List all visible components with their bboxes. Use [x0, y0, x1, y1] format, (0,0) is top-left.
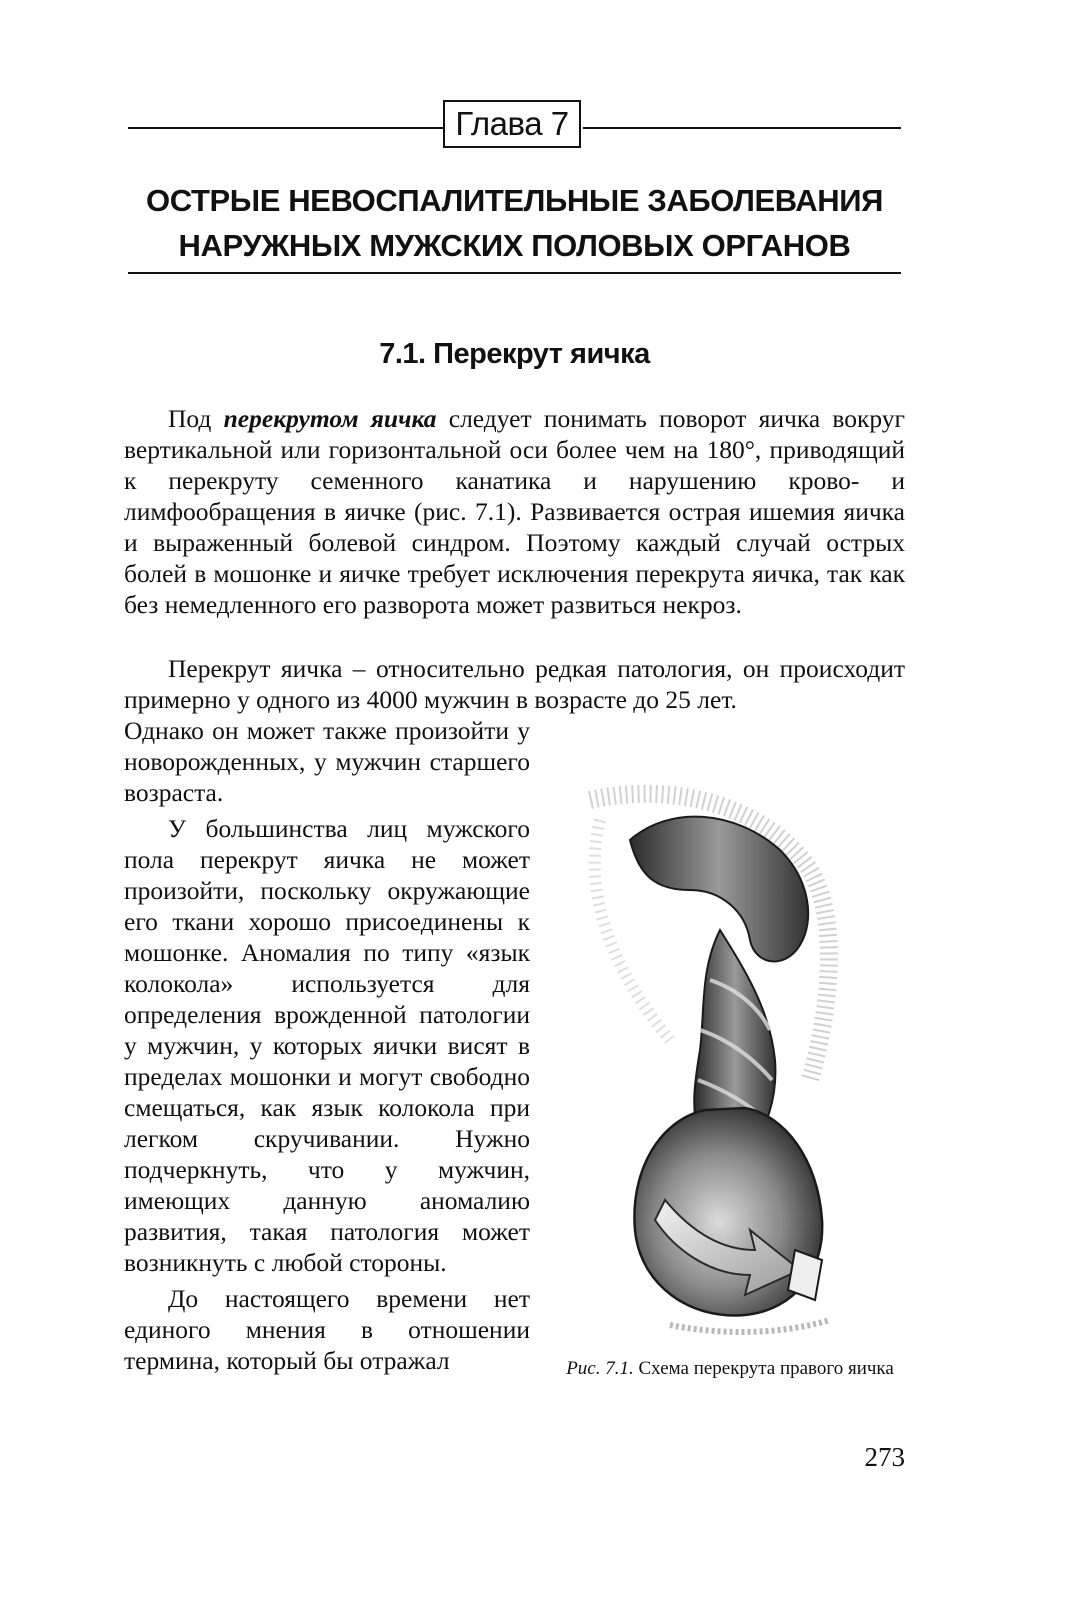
paragraph-2-text: Перекрут яичка – относительно редкая патология, он происходит примерно у одного из 4000 мужчин в возрасте до 25 лет. — [124, 654, 905, 714]
chapter-title-rule — [128, 272, 901, 274]
paragraph-4: До настоящего времени нет единого мнения в отношении термина, который бы отражал — [124, 1284, 530, 1375]
chapter-title-line-2: НАРУЖНЫХ МУЖСКИХ ПОЛОВЫХ ОРГАНОВ — [178, 228, 851, 263]
chapter-title — [128, 178, 901, 268]
chapter-rule-right — [583, 127, 901, 129]
paragraph-1-start: Под — [168, 404, 224, 433]
figure-caption-text: Схема перекрута правого яичка — [638, 1358, 894, 1379]
figure-caption — [545, 1356, 915, 1382]
paragraph-3: У большинства лиц мужского пола перекрут яичка не может произойти, поскольку окружающие его ткани хорошо присоединены к мошонке. Аномалия по типу «язык колокола» используется для определения врожденной патологии у мужчин, у которых яички висят в пределах мошонки и могут свободно смещаться, как язык колокола при легком скручивании. Нужно подчеркнуть, что у мужчин, имеющих данную аномалию развития, такая патология может возникнуть с любой стороны. — [124, 814, 530, 1277]
section-title: 7.1. Перекрут яичка — [379, 338, 650, 370]
testicle-torsion-illustration — [560, 780, 900, 1340]
paragraph-1-rest: следует понимать поворот яичка вокруг вертикальной или горизонтальной оси более чем на 180°, приводящий к перекруту семенного канатика и нарушению крово- и лимфообращения в яичке (рис. 7.1). Развивается острая ишемия яичка и выраженный болевой синдром. Поэтому каждый случай острых болей в мошонке и яичке требует исключения перекрута яичка, так как без немедленного его разворота может развиться некроз. — [124, 404, 906, 619]
paragraph-2 — [124, 653, 905, 715]
chapter-title-line-1: ОСТРЫЕ НЕВОСПАЛИТЕЛЬНЫЕ ЗАБОЛЕВАНИЯ — [146, 183, 883, 218]
defined-term: перекрутом яичка — [223, 404, 437, 433]
chapter-label: Глава 7 — [443, 100, 581, 148]
figure-testicular-torsion — [560, 780, 900, 1340]
paragraph-2-continuation: Однако он может также произойти у новорожденных, у мужчин старшего возраста. — [124, 716, 530, 807]
column-text — [124, 715, 530, 1381]
paragraph-1 — [124, 403, 905, 620]
figure-label: Рис. 7.1. — [566, 1358, 634, 1379]
chapter-rule-left — [128, 127, 443, 129]
page-number: 273 — [864, 1442, 905, 1472]
